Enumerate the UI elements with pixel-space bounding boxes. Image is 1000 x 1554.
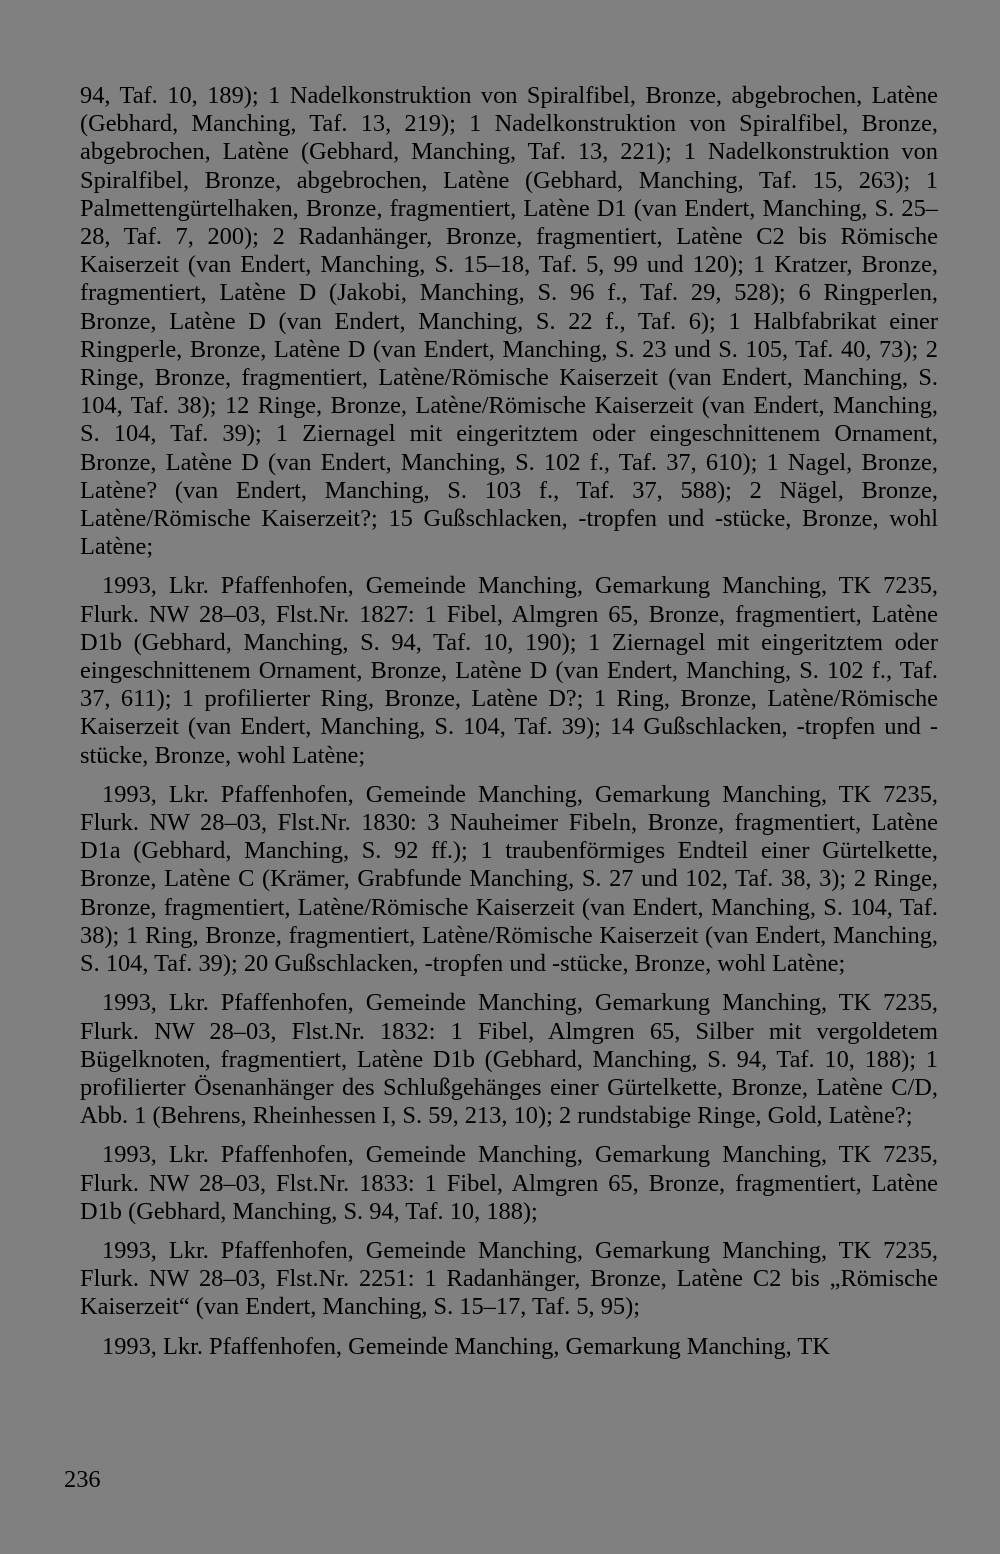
paragraph-entry-1833: 1993, Lkr. Pfaffenhofen, Gemeinde Manching, Gemarkung Manching, TK 7235, Flurk. NW 28–03, Flst.Nr. 1833: 1 Fibel, Almgren 65, Bronze, fragmentiert, Latène D1b (Gebhard, Manching, S. 94, Taf. 10, 188); [80, 1141, 938, 1225]
page-number: 236 [64, 1466, 101, 1493]
page-body [80, 82, 938, 1372]
paragraph-entry-truncated: 1993, Lkr. Pfaffenhofen, Gemeinde Manching, Gemarkung Manching, TK [102, 1332, 830, 1360]
paragraph-entry-1832: 1993, Lkr. Pfaffenhofen, Gemeinde Manching, Gemarkung Manching, TK 7235, Flurk. NW 28–03, Flst.Nr. 1832: 1 Fibel, Almgren 65, Silber mit vergoldetem Bügelknoten, fragmentiert, Latène D1b (Gebhard, Manching, S. 94, Taf. 10, 188); 1 profilierter Ösenanhänger des Schlußgehänges einer Gürtelkette, Bronze, Latène C/D, Abb. 1 (Behrens, Rheinhessen I, S. 59, 213, 10); 2 rundstabige Ringe, Gold, Latène?; [80, 989, 938, 1130]
paragraph-continuation: 94, Taf. 10, 189); 1 Nadelkonstruktion von Spiralfibel, Bronze, abgebrochen, Latène (Gebhard, Manching, Taf. 13, 219); 1 Nadelkonstruktion von Spiralfibel, Bronze, abgebrochen, Latène (Gebhard, Manching, Taf. 13, 221); 1 Nadelkonstruktion von Spiralfibel, Bronze, abgebrochen, Latène (Gebhard, Manching, Taf. 15, 263); 1 Palmettengürtelhaken, Bronze, fragmentiert, Latène D1 (van Endert, Manching, S. 25–28, Taf. 7, 200); 2 Radanhänger, Bronze, fragmentiert, Latène C2 bis Römische Kaiserzeit (van Endert, Manching, S. 15–18, Taf. 5, 99 und 120); 1 Kratzer, Bronze, fragmentiert, Latène D (Jakobi, Manching, S. 96 f., Taf. 29, 528); 6 Ringperlen, Bronze, Latène D (van Endert, Manching, S. 22 f., Taf. 6); 1 Halbfabrikat einer Ringperle, Bronze, Latène D (van Endert, Manching, S. 23 und S. 105, Taf. 40, 73); 2 Ringe, Bronze, fragmentiert, Latène/Römische Kaiserzeit (van Endert, Manching, S. 104, Taf. 38); 12 Ringe, Bronze, Latène/Römische Kaiserzeit (van Endert, Manching, S. 104, Taf. 39); 1 Ziernagel mit eingeritztem oder eingeschnittenem Ornament, Bronze, Latène D (van Endert, Manching, S. 102 f., Taf. 37, 610); 1 Nagel, Bronze, Latène? (van Endert, Manching, S. 103 f., Taf. 37, 588); 2 Nägel, Bronze, Latène/Römische Kaiserzeit?; 15 Gußschlacken, -tropfen und -stücke, Bronze, wohl Latène; [80, 82, 938, 561]
paragraph-entry-2251: 1993, Lkr. Pfaffenhofen, Gemeinde Manching, Gemarkung Manching, TK 7235, Flurk. NW 28–03, Flst.Nr. 2251: 1 Radanhänger, Bronze, Latène C2 bis „Römische Kaiserzeit“ (van Endert, Manching, S. 15–17, Taf. 5, 95); [80, 1236, 938, 1321]
paragraph-entry-1827: 1993, Lkr. Pfaffenhofen, Gemeinde Manching, Gemarkung Manching, TK 7235, Flurk. NW 28–03, Flst.Nr. 1827: 1 Fibel, Almgren 65, Bronze, fragmentiert, Latène D1b (Gebhard, Manching, S. 94, Taf. 10, 190); 1 Ziernagel mit eingeritztem oder eingeschnittenem Ornament, Bronze, Latène D (van Endert, Manching, S. 102 f., Taf. 37, 611); 1 profilierter Ring, Bronze, Latène D?; 1 Ring, Bronze, Latène/Römische Kaiserzeit (van Endert, Manching, S. 104, Taf. 39); 14 Gußschlacken, -tropfen und -stücke, Bronze, wohl Latène; [80, 572, 938, 769]
paragraph-entry-1830: 1993, Lkr. Pfaffenhofen, Gemeinde Manching, Gemarkung Manching, TK 7235, Flurk. NW 28–03, Flst.Nr. 1830: 3 Nauheimer Fibeln, Bronze, fragmentiert, Latène D1a (Gebhard, Manching, S. 92 ff.); 1 traubenförmiges Endteil einer Gürtelkette, Bronze, Latène C (Krämer, Grabfunde Manching, S. 27 und 102, Taf. 38, 3); 2 Ringe, Bronze, fragmentiert, Latène/Römische Kaiserzeit (van Endert, Manching, S. 104, Taf. 38); 1 Ring, Bronze, fragmentiert, Latène/Römische Kaiserzeit (van Endert, Manching, S. 104, Taf. 39); 20 Gußschlacken, -tropfen und -stücke, Bronze, wohl Latène; [80, 780, 938, 978]
